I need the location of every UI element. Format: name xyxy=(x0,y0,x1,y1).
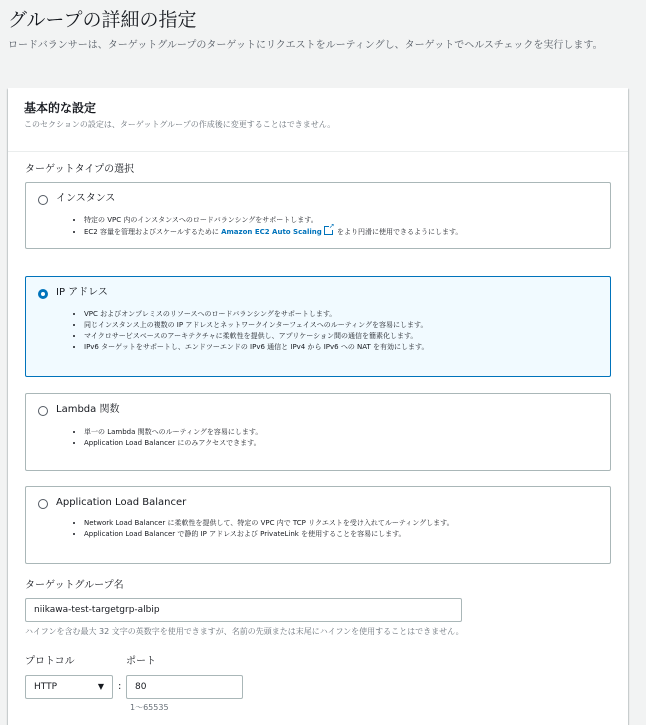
page-description: ロードバランサーは、ターゲットグループのターゲットにリクエストをルーティングし、ターゲットでヘルスチェックを実行します。 xyxy=(8,40,603,51)
alb-bullet-2: • Application Load Balancer で静的 IP アドレスおよび PrivateLink を使用することを容易にします。 xyxy=(84,529,454,540)
lambda-radio[interactable] xyxy=(38,406,48,416)
target-type-lambda-tile[interactable] xyxy=(25,393,611,471)
panel-title: 基本的な設定 xyxy=(24,101,97,115)
external-link-icon[interactable] xyxy=(324,226,333,235)
alb-bullet-1: • Network Load Balancer に柔軟性を提供して、特定の VPC 内で TCP リクエストを受け入れてルーティングします。 xyxy=(84,518,454,529)
panel-header xyxy=(8,88,628,152)
target-group-name-hint: ハイフンを含む最大 32 文字の英数字を使用できますが、名前の先頭または末尾にハイフンを使用することはできません。 xyxy=(25,627,464,636)
instance-bullet-1: • 特定の VPC 内のインスタンスへのロードバランシングをサポートします。 xyxy=(84,215,462,226)
lambda-bullets xyxy=(84,427,262,449)
ip-bullet-2: • 同じインスタンス上の複数の IP アドレスとネットワークインターフェイスへのルーティングを容易にします。 xyxy=(84,320,428,331)
panel-subtitle: このセクションの設定は、ターゲットグループの作成後に変更することはできません。 xyxy=(24,120,336,129)
instance-radio[interactable] xyxy=(38,195,48,205)
target-group-name-input[interactable] xyxy=(25,598,462,622)
port-hint: 1〜65535 xyxy=(130,703,169,712)
page-header xyxy=(8,8,638,53)
auto-scaling-link[interactable]: Amazon EC2 Auto Scaling xyxy=(221,228,322,236)
ip-radio[interactable] xyxy=(38,289,48,299)
port-label: ポート xyxy=(126,656,156,667)
lambda-title: Lambda 関数 xyxy=(56,404,120,415)
protocol-port-separator: : xyxy=(118,681,122,692)
port-input[interactable] xyxy=(126,675,243,699)
alb-radio[interactable] xyxy=(38,499,48,509)
ip-bullet-4: • IPv6 ターゲットをサポートし、エンドツーエンドの IPv6 通信と IPv4 から IPv6 への NAT を有効にします。 xyxy=(84,342,428,353)
lambda-bullet-1: • 単一の Lambda 関数へのルーティングを容易にします。 xyxy=(84,427,262,438)
target-group-name-label: ターゲットグループ名 xyxy=(25,580,124,591)
ip-title: IP アドレス xyxy=(56,287,108,298)
alb-title: Application Load Balancer xyxy=(56,497,187,508)
alb-bullets xyxy=(84,518,454,540)
protocol-select-value: HTTP xyxy=(34,682,58,692)
target-type-ip-tile[interactable] xyxy=(25,276,611,377)
basic-settings-panel xyxy=(8,88,628,725)
caret-down-icon: ▼ xyxy=(97,682,104,691)
ip-bullet-3: • マイクロサービスベースのアーキテクチャに柔軟性を提供し、アプリケーション間の通信を簡素化します。 xyxy=(84,331,428,342)
instance-title: インスタンス xyxy=(56,193,116,204)
instance-bullet-2 xyxy=(84,226,462,238)
target-type-label: ターゲットタイプの選択 xyxy=(25,164,135,175)
instance-bullet-2-suffix: をより円滑に使用できるようにします。 xyxy=(334,228,463,236)
protocol-select[interactable] xyxy=(25,675,113,699)
lambda-bullet-2: • Application Load Balancer にのみアクセスできます。 xyxy=(84,438,262,449)
target-type-instance-tile[interactable] xyxy=(25,182,611,249)
target-type-alb-tile[interactable] xyxy=(25,486,611,564)
ip-bullet-1: • VPC およびオンプレミスのリソースへのロードバランシングをサポートします。 xyxy=(84,309,428,320)
protocol-label: プロトコル xyxy=(25,656,75,667)
instance-bullet-2-prefix: EC2 容量を管理およびスケールするために xyxy=(84,228,222,236)
instance-bullets xyxy=(84,215,462,238)
page-title: グループの詳細の指定 xyxy=(8,9,197,31)
ip-bullets xyxy=(84,309,428,353)
